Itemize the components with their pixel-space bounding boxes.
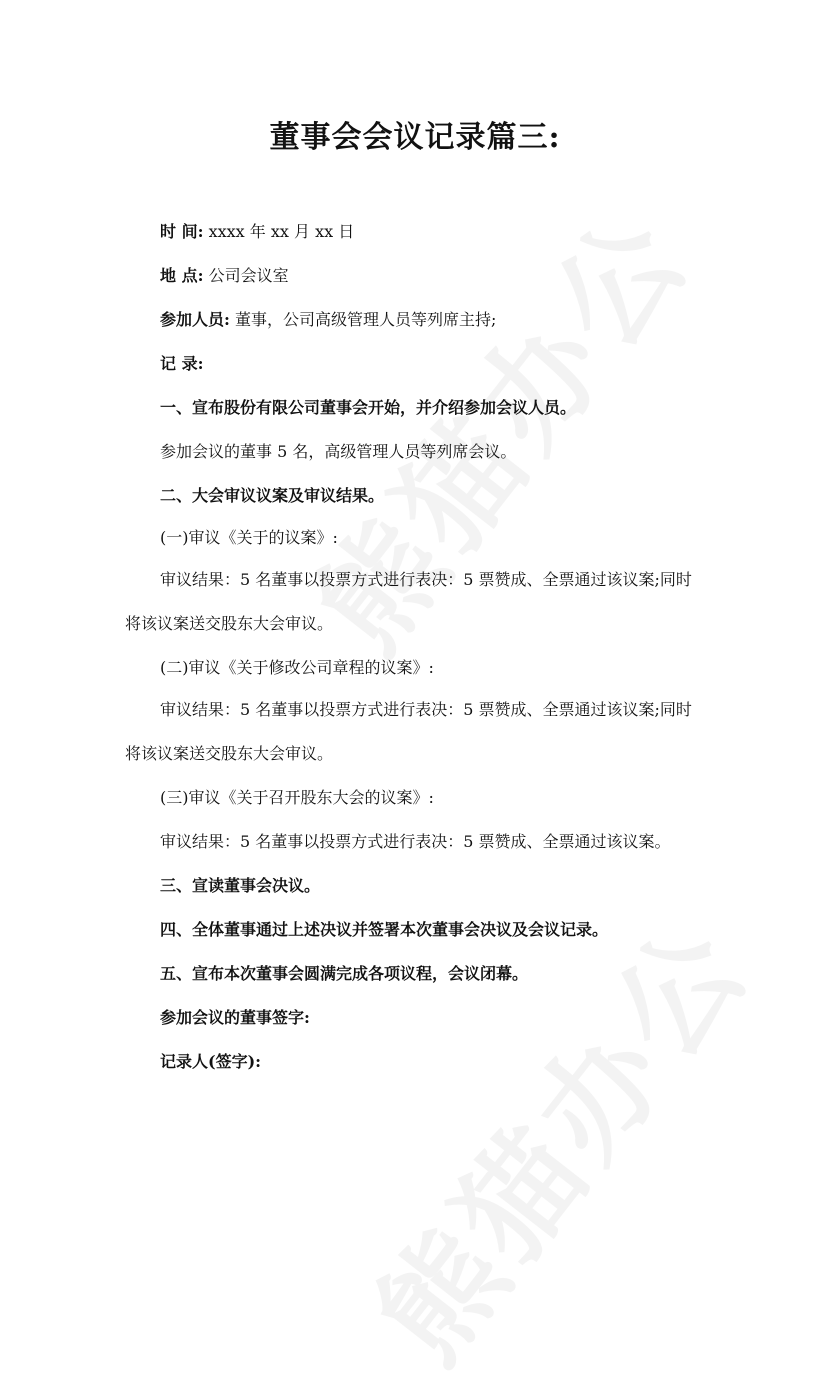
motion-3-title: (三)审议《关于召开股东大会的议案》: (160, 788, 434, 807)
time-value: xxxx 年 xx 月 xx 日 (208, 222, 355, 241)
agenda-item-4: 四、全体董事通过上述决议并签署本次董事会决议及会议记录。 (160, 920, 609, 939)
agenda-item-3: 三、宣读董事会决议。 (160, 876, 321, 895)
attendees-label: 参加人员: (160, 310, 230, 329)
motion-1-title: (一)审议《关于的议案》: (160, 528, 338, 547)
watermark (271, 171, 722, 680)
motion-1-result-line-1: 审议结果：5 名董事以投票方式进行表决：5 票赞成、全票通过该议案;同时 (160, 570, 692, 589)
place-line (160, 264, 289, 288)
time-line (160, 220, 354, 244)
agenda-item-1-detail: 参加会议的董事 5 名，高级管理人员等列席会议。 (160, 442, 517, 461)
motion-2-result-line-2: 将该议案送交股东大会审议。 (125, 744, 334, 763)
recorder-signature-label: 记录人(签字): (160, 1052, 262, 1071)
motion-1-result-line-2: 将该议案送交股东大会审议。 (125, 614, 334, 633)
motion-3-result: 审议结果：5 名董事以投票方式进行表决：5 票赞成、全票通过该议案。 (160, 832, 671, 851)
agenda-item-5: 五、宣布本次董事会圆满完成各项议程，会议闭幕。 (160, 964, 529, 983)
attendees-value: 董事，公司高级管理人员等列席主持; (235, 310, 497, 329)
directors-signature-label: 参加会议的董事签字: (160, 1008, 310, 1027)
motion-2-result-line-1: 审议结果：5 名董事以投票方式进行表决：5 票赞成、全票通过该议案;同时 (160, 700, 692, 719)
motion-2-title: (二)审议《关于修改公司章程的议案》: (160, 658, 434, 677)
watermark (331, 881, 782, 1390)
agenda-item-1: 一、宣布股份有限公司董事会开始，并介绍参加会议人员。 (160, 398, 577, 417)
attendees-line (160, 308, 496, 332)
document-title: 董事会会议记录篇三: (269, 120, 561, 155)
place-value: 公司会议室 (208, 266, 289, 285)
agenda-item-2: 二、大会审议议案及审议结果。 (160, 486, 385, 505)
time-label: 时 间: (160, 222, 204, 241)
place-label: 地 点: (160, 266, 204, 285)
record-label: 记 录: (160, 354, 204, 373)
